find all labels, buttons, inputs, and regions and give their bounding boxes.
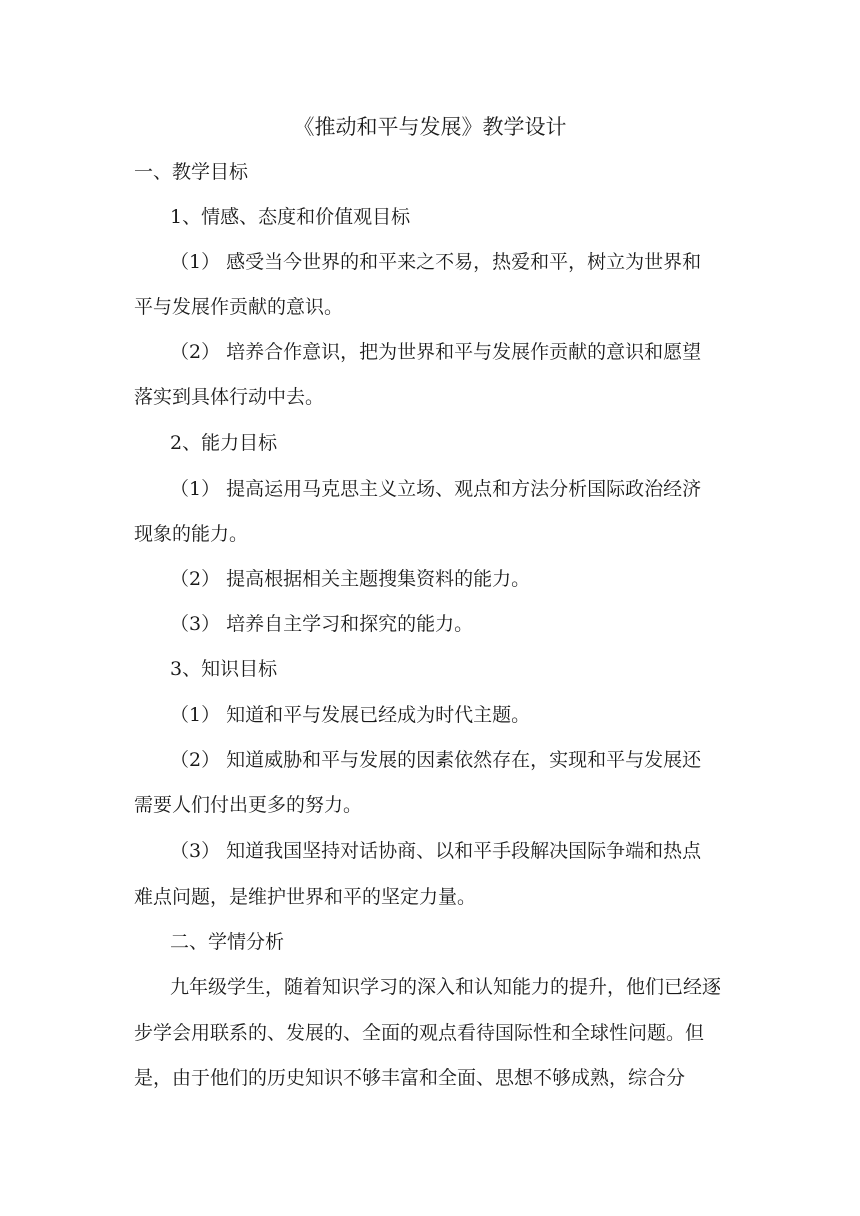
paragraph-line: 是，由于他们的历史知识不够丰富和全面、思想不够成熟，综合分: [134, 1067, 686, 1089]
paragraph-line: 步学会用联系的、发展的、全面的观点看待国际性和全球性问题。但: [134, 1022, 705, 1044]
paragraph-line: （2） 知道威胁和平与发展的因素依然存在，实现和平与发展还: [170, 749, 702, 771]
paragraph-line: （2） 培养合作意识，把为世界和平与发展作贡献的意识和愿望: [170, 341, 702, 363]
subsection-heading-ability-goals: 2、能力目标: [170, 432, 278, 454]
paragraph-line: （1） 提高运用马克思主义立场、观点和方法分析国际政治经济: [170, 478, 702, 500]
section-heading-teaching-goals: 一、教学目标: [134, 161, 249, 183]
paragraph-line: 难点问题，是维护世界和平的坚定力量。: [134, 886, 477, 908]
paragraph-line: （1） 知道和平与发展已经成为时代主题。: [170, 704, 531, 726]
paragraph-line: 落实到具体行动中去。: [134, 386, 325, 408]
section-heading-learner-analysis: 二、学情分析: [170, 931, 285, 953]
paragraph-line: （1） 感受当今世界的和平来之不易，热爱和平，树立为世界和: [170, 251, 702, 273]
paragraph-line: （2） 提高根据相关主题搜集资料的能力。: [170, 568, 531, 590]
paragraph-line: 平与发展作贡献的意识。: [134, 296, 344, 318]
paragraph-line: （3） 知道我国坚持对话协商、以和平手段解决国际争端和热点: [170, 840, 702, 862]
document-title: 《推动和平与发展》教学设计: [293, 115, 567, 139]
paragraph-line: 九年级学生，随着知识学习的深入和认知能力的提升，他们已经逐: [170, 976, 722, 998]
paragraph-line: 现象的能力。: [134, 523, 249, 545]
paragraph-line: （3） 培养自主学习和探究的能力。: [170, 613, 474, 635]
subsection-heading-emotion-goals: 1、情感、态度和价值观目标: [170, 206, 411, 228]
subsection-heading-knowledge-goals: 3、知识目标: [170, 658, 278, 680]
paragraph-line: 需要人们付出更多的努力。: [134, 794, 363, 816]
